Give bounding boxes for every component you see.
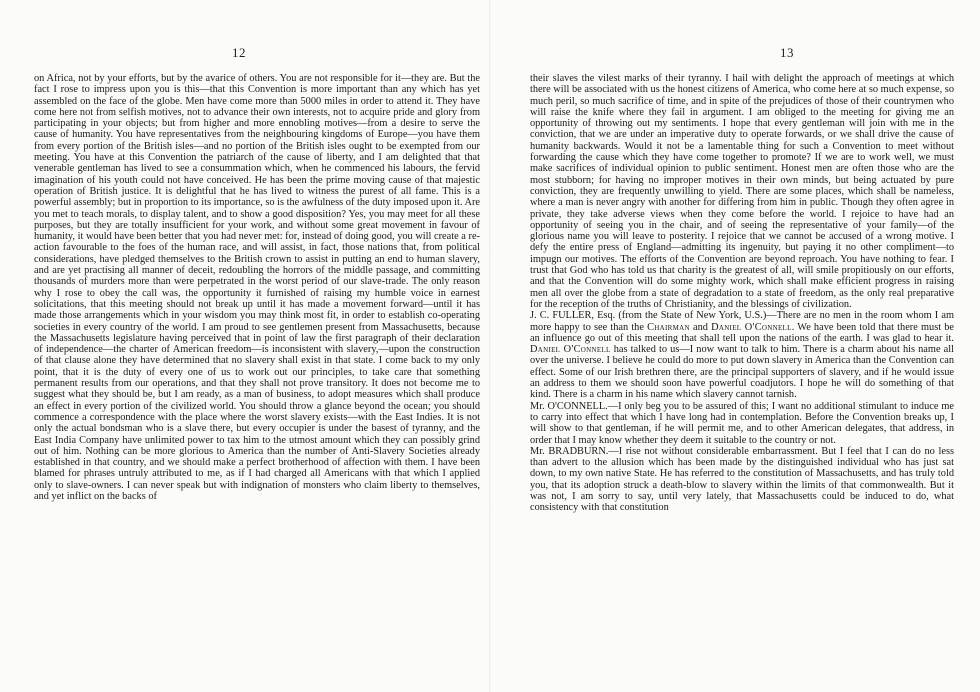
small-caps-name: Daniel O'Connell bbox=[711, 321, 792, 333]
left-page-text bbox=[34, 73, 480, 502]
right-paragraph bbox=[530, 310, 954, 400]
right-paragraph bbox=[530, 446, 954, 514]
text-segment: J. C. FULLER, Esq. (from the State of New York, U.S.)—There are no men in the room whom I am more happy to see than the bbox=[530, 310, 954, 333]
text-segment: Mr. O'CONNELL.—I only beg you to be assured of this; I want no additional stimulant to induce me to carry into effect that which I have long had in contemplation. Before the Convention breaks up, I will show to that gentleman, if he will permit me, and to other American delegates, that address, in order that I may know whether they deem it suitable to the country or not. bbox=[530, 400, 954, 446]
right-paragraph bbox=[530, 73, 954, 310]
text-segment: and bbox=[689, 321, 712, 333]
right-paragraph bbox=[530, 401, 954, 446]
small-caps-name: Daniel O'Connell bbox=[530, 344, 611, 356]
text-segment: their slaves the vilest marks of their tyranny. I hail with delight the approach of meetings at which there will be associated with us the honest citizens of America, who come here at so much expense, so much peril, so much sacrifice of time, and in spite of the prejudices of those of their countrymen who will raise the knife where they fail in argument. I am obliged to the meeting for giving me an opportunity of throwing out my sentiments. I hope that every gentleman will join with me in the conviction, that we are under an imperative duty to operate forwards, or we shall drive the cause of humanity backwards. Would it not be a lamentable thing for such a Convention to meet without forwarding the cause which they have come together to promote? If we are to work well, we must make sacrifices of individual opinion to public sentiment. Honest men are often those who are the most stubborn; for having no improper motives in their own minds, but being actuated by pure conviction, they are frequently unwilling to yield. There are some places, which shall be nameless, where a man is never angry with another for differing from him in public. Though they often agree in private, they take adverse views when they come before the world. I rejoice to have had an opportunity of seeing you in the chair, and of seeing the representative of your family—of the glorious name you will leave to posterity. I rejoice that we cannot be accused of a wrong motive. I defy the entire press of England—admitting its ingenuity, but paying it no other compliment—to impugn our motives. The efforts of the Convention are beyond reproach. You have nothing to fear. I trust that God who has told us that charity is the greatest of all, will smile propitiously on our efforts, and that the Convention will do some mighty work, which shall make efficient progress in raising men all over the globe from a state of degradation to a state of freedom, as the only real preparative for the reception of the truths of Christianity, and the blessings of civilization. bbox=[530, 73, 954, 310]
left-paragraph: on Africa, not by your efforts, but by the avarice of others. You are not responsible for it—they are. But the fact I rose to impress upon you is this—that this Convention is more important than any which has yet assembled on the face of the globe. Men have come more than 5000 miles in order to attend it. They have come here not from selfish motives, not to advance their own interests, not to acquire pride and glory from participating in your objects; but from higher and more ennobling motives—from a desire to serve the cause of humanity. You have representatives from the neighbouring kingdoms of Europe—you have them from every portion of the British isles—and no portion of the British isles ought to be exempted from our meeting. You have at this Convention the patriarch of the cause of liberty, and I am delighted that that venerable gentleman has lived to see a consummation which, when he commenced his labours, the fervid imagination of his youth could not have conceived. He has been the prime moving cause of that majestic operation of British justice. It is delightful that he has lived to witness the purest of all fame. This is a powerful assembly; but in proportion to its importance, so is the awfulness of the duty imposed upon it. Are you met to teach morals, to display talent, and to show a good disposition? Yes, you may meet for all these purposes, but they are totally insufficient for your work, and without some great movement in favour of humanity, it would have been better that you had never met: for, instead of doing good, you will create a re-action favourable to the foes of the human race, and will assist, in fact, those nations that, from political considerations, have pledged themselves to the British crown to assist in putting an end to human slavery, and are yet practising all manner of deceit, redoubling the horrors of the middle passage, and committing thousands of murders more than were perpetrated in the worst period of our slave-trade. The only reason why I rose to obey the call was, the opportunity it furnished of raising my humble voice in earnest solicitations, that this meeting should not break up until it has made a movement forward—until it has made those arrangements which in your wisdom you may think most fit, in order to establish co-operating societies in every country of the world. I am proud to see gentlemen present from Massachusetts, because the Massachusetts legislature having perceived that in point of law the first paragraph of their declaration of independence—the charter of American freedom—is inconsistent with slavery,—upon the construction of that clause alone they have determined that no slavery shall exist in that state. I come back to my only point, that it is the duty of every one of us to work out our principles, to take care that something permanent results from our operations, and that they shall not prove transitory. It does not become me to suggest what they should be, but I am ready, as a man of business, to adopt measures which shall produce an effect in every portion of the civilized world. You should throw a glance beyond the ocean; you should commence a correspondence with the place where the worst slavery exists—with the East Indies. It is not only the actual bondsman who is a slave there, but every occupier is under the basest of tyranny, and the East India Company have unlimited power to tax him to the utmost amount which they can possibly grind out of him. Nothing can be more glorious to America than the number of Anti-Slavery Societies already established in that country, and we should make a perfect brotherhood of affection with them. I have been blamed for phrases untruly attributed to me, as if I had charged all Americans with that which I applied only to slave-owners. I can never speak but with indignation of monsters who claim liberty to themselves, and yet inflict on the backs of bbox=[34, 73, 480, 502]
text-segment: Mr. BRADBURN.—I rise not without considerable embarrassment. But I feel that I can do no less than advert to the allusion which has been made by the distinguished individual who has just sat down, to my own native State. He has referred to the constitution of Massachusetts, and has truly told you, that its adoption struck a death-blow to slavery within the limits of that commonwealth. But it was not, I am sorry to say, until very lately, that Massachusetts could be induced to do, what consistency with that constitution bbox=[530, 445, 954, 514]
page-number-right: 13 bbox=[780, 45, 794, 60]
right-page-text bbox=[530, 73, 954, 514]
text-segment: . We have been told that there must be an influence go out of this meeting that shall tell upon the nations of the earth. I was glad to hear it. bbox=[530, 321, 954, 344]
page-number-left: 12 bbox=[232, 45, 246, 60]
text-segment: has talked to us—I now want to talk to him. There is a charm about his name all over the universe. I believe he could do more to put down slavery in America than the Convention can effect. Some of our Irish brethren there, are the principal supporters of slavery, and if he would issue an address to them we should soon have powerful coadjutors. I hope he will do something of that kind. There is a charm in his name which slavery cannot tarnish. bbox=[530, 344, 954, 401]
small-caps-name: Chairman bbox=[647, 321, 690, 333]
right-page bbox=[490, 0, 980, 692]
